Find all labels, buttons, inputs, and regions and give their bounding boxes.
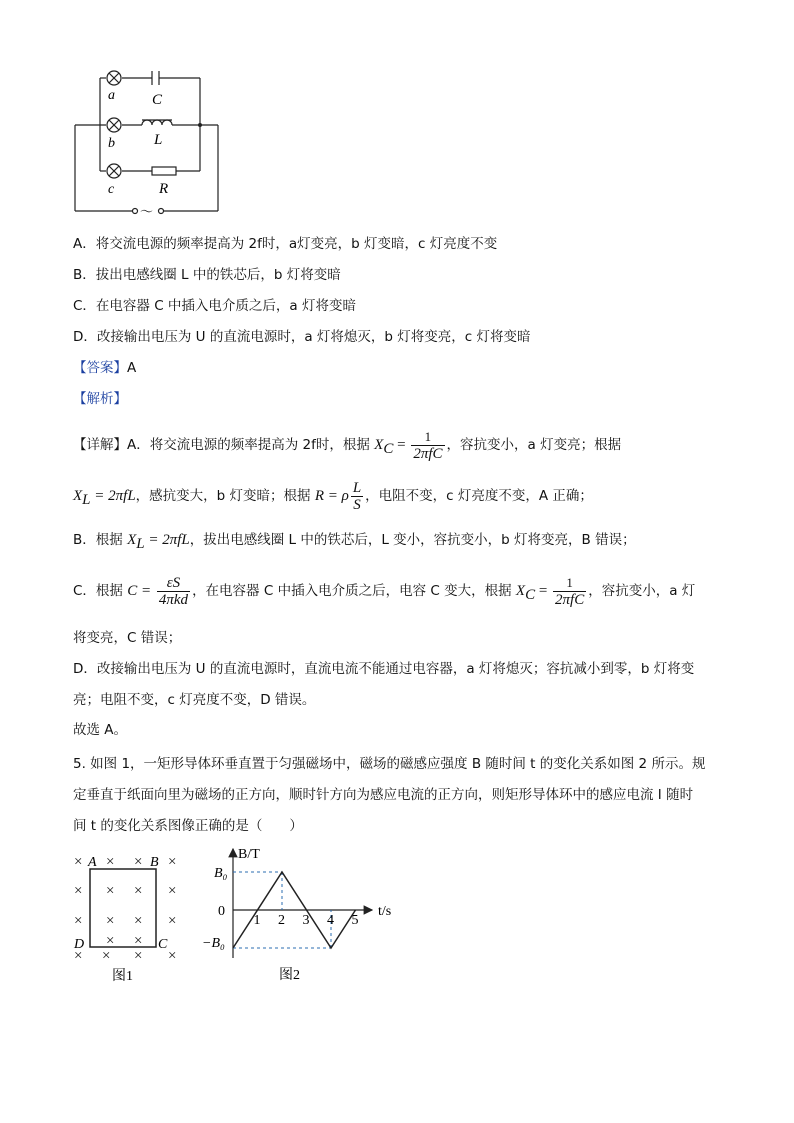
detail-text-2a: ，感抗变大，b 灯变暗；根据 bbox=[135, 488, 311, 504]
detail-line-1 bbox=[73, 427, 621, 467]
xc-formula-2: $X_C$ = $\frac{1}{\text{2πfC}}$ bbox=[515, 575, 585, 609]
analysis-label: 【解析】 bbox=[73, 391, 127, 407]
x-tick-label: 4 bbox=[327, 913, 334, 928]
detail-text-2b: ，电阻不变，c 灯亮度不变，A 正确； bbox=[365, 488, 593, 504]
xl-formula: $X_L = 2\pi fL$ bbox=[73, 488, 136, 508]
corner-d-label: D bbox=[74, 937, 85, 952]
x-tick-label: 2 bbox=[278, 913, 285, 928]
detail-text-4b: ，在电容器 C 中插入电介质之后，电容 C 变大，根据 bbox=[192, 583, 512, 599]
figure-1 bbox=[70, 850, 185, 985]
c-formula: C = $\frac{\varepsilon S}{\text{4πkd}}$ bbox=[127, 575, 189, 609]
y-tick-b0: B₀ bbox=[214, 866, 228, 881]
answer-value: A bbox=[127, 360, 137, 376]
detail-text-3a: B．根据 bbox=[73, 532, 123, 548]
detail-text-1a: A．将交流电源的频率提高为 2f时，根据 bbox=[127, 437, 370, 453]
field-cross-mark: × bbox=[106, 933, 115, 949]
resistor-label: R bbox=[159, 181, 169, 197]
detail-text-1b: ，容抗变小，a 灯变亮；根据 bbox=[446, 437, 622, 453]
field-cross-mark: × bbox=[106, 854, 115, 870]
corner-a-label: A bbox=[88, 855, 97, 870]
option-b: B．拔出电感线圈 L 中的铁芯后，b 灯将变暗 bbox=[73, 267, 341, 283]
detail-line-4 bbox=[73, 573, 695, 613]
field-cross-mark: × bbox=[106, 883, 115, 899]
option-d: D．改接输出电压为 U 的直流电源时，a 灯将熄灭，b 灯将变亮，c 灯将变暗 bbox=[73, 329, 531, 345]
detail-text-4c: ，容抗变小，a 灯 bbox=[588, 583, 696, 599]
detail-text-4a: C．根据 bbox=[73, 583, 123, 599]
r-formula: R = ρ $\frac{L}{S}$ bbox=[314, 480, 362, 514]
ac-source-symbol: ～ bbox=[140, 204, 154, 218]
field-cross-mark: × bbox=[134, 883, 143, 899]
detail-line-3 bbox=[73, 530, 636, 554]
y-tick-neg-b0: −B₀ bbox=[202, 936, 225, 951]
xl-formula-2: $X_L = 2\pi fL$ bbox=[127, 532, 190, 552]
field-cross-mark: × bbox=[106, 913, 115, 929]
inductor-label: L bbox=[154, 132, 163, 148]
lamp-a-label: a bbox=[108, 88, 115, 103]
field-cross-mark: × bbox=[74, 883, 83, 899]
question5-line-3: 间 t 的变化关系图像正确的是（ ） bbox=[73, 818, 303, 834]
x-tick-label: 1 bbox=[253, 913, 261, 928]
field-cross-mark: × bbox=[168, 913, 177, 929]
field-cross-mark: × bbox=[74, 913, 83, 929]
figure-1-caption: 图1 bbox=[112, 969, 133, 984]
answer-line bbox=[73, 358, 136, 378]
detail-line-8: 故选 A。 bbox=[73, 722, 128, 738]
answer-label: 【答案】 bbox=[73, 360, 127, 376]
field-cross-mark: × bbox=[102, 948, 111, 964]
detail-line-7: 亮；电阻不变，c 灯亮度不变，D 错误。 bbox=[73, 692, 316, 708]
question5-line-2: 定垂直于纸面向里为磁场的正方向，顺时针方向为感应电流的正方向，则矩形导体环中的感应电流 I 随时 bbox=[73, 787, 694, 803]
question5-line-1: 5. 如图 1，一矩形导体环垂直置于匀强磁场中，磁场的磁感应强度 B 随时间 t 的变化关系如图 2 所示。规 bbox=[73, 756, 706, 772]
y-axis-label: B/T bbox=[238, 847, 260, 862]
option-a: A．将交流电源的频率提高为 2f时，a灯变亮，b 灯变暗，c 灯亮度不变 bbox=[73, 236, 498, 252]
field-cross-mark: × bbox=[168, 948, 177, 964]
lamp-c-label: c bbox=[108, 182, 115, 197]
detail-line-2 bbox=[73, 478, 593, 518]
field-cross-mark: × bbox=[168, 883, 177, 899]
detail-line-6: D．改接输出电压为 U 的直流电源时，直流电流不能通过电容器，a 灯将熄灭；容抗减小到零，b 灯将变 bbox=[73, 661, 695, 677]
figure-2 bbox=[200, 843, 415, 985]
figure-2-caption: 图2 bbox=[279, 968, 300, 983]
field-cross-mark: × bbox=[134, 913, 143, 929]
field-cross-mark: × bbox=[74, 854, 83, 870]
detail-line-5: 将变亮，C 错误； bbox=[73, 630, 182, 646]
field-cross-mark: × bbox=[168, 854, 177, 870]
option-c: C．在电容器 C 中插入电介质之后，a 灯将变暗 bbox=[73, 298, 356, 314]
lamp-b-label: b bbox=[108, 136, 115, 151]
corner-b-label: B bbox=[150, 855, 159, 870]
detail-label: 【详解】 bbox=[73, 437, 127, 453]
field-cross-mark: × bbox=[134, 933, 143, 949]
x-tick-label: 5 bbox=[351, 913, 359, 928]
xc-formula: $X_C$ = $\frac{1}{\text{2πfC}}$ bbox=[374, 429, 443, 463]
field-cross-mark: × bbox=[134, 948, 143, 964]
capacitor-label: C bbox=[152, 92, 163, 108]
corner-c-label: C bbox=[158, 937, 168, 952]
field-cross-mark: × bbox=[74, 948, 83, 964]
x-axis-label: t/s bbox=[378, 904, 392, 919]
x-tick-label: 3 bbox=[302, 913, 310, 928]
origin-label: 0 bbox=[218, 904, 225, 919]
field-cross-mark: × bbox=[134, 854, 143, 870]
circuit-diagram bbox=[70, 68, 225, 218]
detail-text-3b: ，拔出电感线圈 L 中的铁芯后，L 变小，容抗变小，b 灯将变亮，B 错误； bbox=[189, 532, 636, 548]
